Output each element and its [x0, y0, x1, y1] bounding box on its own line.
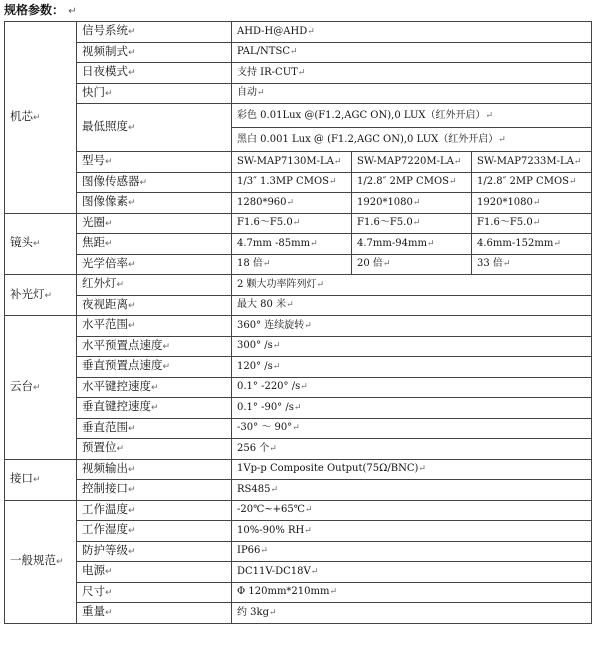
label-shutter: 快门↵: [77, 83, 232, 104]
label-min-illum: 最低照度↵: [77, 104, 232, 152]
value-text: 支持 IR-CUT: [237, 66, 298, 78]
value-tilt-key-speed: 0.1° -90° /s↵: [232, 398, 592, 419]
label-sensor: 图像传感器↵: [77, 172, 232, 193]
label-day-night: 日夜模式↵: [77, 63, 232, 84]
label-presets: 预置位↵: [77, 439, 232, 460]
label-text: 图像传感器: [82, 173, 140, 188]
row-size: [5, 582, 592, 603]
value-shutter: 自动↵: [232, 83, 592, 104]
value-text: 黑白 0.001 Lux @ (F1.2,AGC ON),0 LUX（红外开启）: [237, 133, 499, 145]
group-general-label: 一般规范: [10, 553, 56, 567]
title-text: 规格参数：: [4, 3, 65, 17]
value-day-night: 支持 IR-CUT↵: [232, 63, 592, 84]
value-pan-key-speed: 0.1° -220° /s↵: [232, 377, 592, 398]
value-text: 1/2.8″ 2MP CMOS: [357, 176, 449, 188]
label-text: 工作温度: [82, 501, 128, 516]
value-text: 1/3″ 1.3MP CMOS: [237, 176, 329, 188]
row-signal-system: [5, 22, 592, 43]
value-pan-range: 360° 连续旋转↵: [232, 316, 592, 337]
value-text: 256 个: [237, 442, 270, 454]
group-lens: 镜头↵: [5, 213, 77, 275]
value-text: 1920*1080: [357, 196, 413, 208]
value-text: 2 颗大功率阵列灯: [237, 278, 317, 290]
value-text: -20℃~+65℃: [237, 504, 305, 516]
value-text: 10%-90% RH: [237, 524, 305, 536]
value-zoom-3: 33 倍↵: [472, 254, 592, 275]
value-text: Φ 120mm*210mm: [237, 586, 330, 598]
row-control-port: [5, 480, 592, 501]
label-text: 日夜模式: [82, 64, 128, 79]
value-op-temp: -20℃~+65℃↵: [232, 500, 592, 521]
row-model: [5, 152, 592, 173]
label-text: 防护等级: [82, 542, 128, 557]
value-sensor-3: 1/2.8″ 2MP CMOS↵: [472, 172, 592, 193]
label-text: 快门: [82, 84, 105, 99]
value-pixels-3: 1920*1080↵: [472, 193, 592, 214]
label-tilt-preset-speed: 垂直预置点速度↵: [77, 357, 232, 378]
row-day-night: [5, 63, 592, 84]
value-text: 4.6mm-152mm: [477, 237, 554, 249]
value-zoom-1: 18 倍↵: [232, 254, 352, 275]
label-model: 型号↵: [77, 152, 232, 173]
value-text: 最大 80 米: [237, 299, 287, 311]
row-video-out: [5, 459, 592, 480]
label-text: 水平键控速度: [82, 378, 151, 393]
value-text: 1/2.8″ 2MP CMOS: [477, 176, 569, 188]
label-text: 重量: [82, 604, 105, 619]
group-core: 机芯↵: [5, 22, 77, 214]
label-ir-light: 红外灯↵: [77, 275, 232, 296]
value-pixels-2: 1920*1080↵: [352, 193, 472, 214]
value-text: 120° /s: [237, 360, 273, 372]
value-text: F1.6～F5.0: [477, 217, 533, 229]
row-zoom: [5, 254, 592, 275]
row-pan-key-speed: [5, 377, 592, 398]
value-text: 0.1° -90° /s: [237, 401, 294, 413]
specs-table: [4, 21, 592, 624]
label-text: 信号系统: [82, 23, 128, 38]
value-weight: 约 3kg↵: [232, 603, 592, 624]
label-protection: 防护等级↵: [77, 541, 232, 562]
label-pixels: 图像像素↵: [77, 193, 232, 214]
value-tilt-range: -30° ～ 90°↵: [232, 418, 592, 439]
value-control-port: RS485↵: [232, 480, 592, 501]
value-text: 360° 连续旋转: [237, 319, 305, 331]
label-text: 电源: [82, 563, 105, 578]
label-text: 光学倍率: [82, 255, 128, 270]
label-tilt-range: 垂直范围↵: [77, 418, 232, 439]
value-text: SW-MAP7220M-LA: [357, 155, 454, 167]
group-lens-label: 镜头: [10, 235, 33, 250]
label-text: 图像像素: [82, 194, 128, 209]
value-power: DC11V-DC18V↵: [232, 562, 592, 583]
label-text: 预置位: [82, 440, 117, 455]
value-text: 0.1° -220° /s: [237, 381, 301, 393]
value-video-out: 1Vp-p Composite Output(75Ω/BNC)↵: [232, 459, 592, 480]
value-sensor-1: 1/3″ 1.3MP CMOS↵: [232, 172, 352, 193]
label-text: 红外灯: [82, 276, 117, 291]
value-ir-light: 2 颗大功率阵列灯↵: [232, 275, 592, 296]
value-model-2: SW-MAP7220M-LA↵: [352, 152, 472, 173]
value-model-1: SW-MAP7130M-LA↵: [232, 152, 352, 173]
value-text: F1.6～F5.0: [357, 217, 413, 229]
label-text: 焦距: [82, 235, 105, 250]
label-pan-preset-speed: 水平预置点速度↵: [77, 336, 232, 357]
group-ptz: 云台↵: [5, 316, 77, 460]
label-video-format: 视频制式↵: [77, 42, 232, 63]
label-pan-key-speed: 水平键控速度↵: [77, 377, 232, 398]
label-text: 视频输出: [82, 460, 128, 475]
row-night-range: [5, 295, 592, 316]
row-aperture: [5, 213, 592, 234]
value-text: -30° ～ 90°: [237, 422, 293, 434]
row-tilt-preset-speed: [5, 357, 592, 378]
label-tilt-key-speed: 垂直键控速度↵: [77, 398, 232, 419]
label-text: 水平预置点速度: [82, 337, 163, 352]
value-text: F1.6～F5.0: [237, 217, 293, 229]
value-text: 33 倍: [477, 258, 503, 270]
label-op-humidity: 工作湿度↵: [77, 521, 232, 542]
value-text: 约 3kg: [237, 606, 270, 618]
row-sensor: [5, 172, 592, 193]
value-text: 4.7mm -85mm: [237, 237, 311, 249]
group-general: 一般规范↵: [5, 500, 77, 623]
label-video-out: 视频输出↵: [77, 459, 232, 480]
value-focal-2: 4.7mm-94mm↵: [352, 234, 472, 255]
value-protection: IP66↵: [232, 541, 592, 562]
value-text: SW-MAP7233M-LA: [477, 155, 574, 167]
label-text: 垂直键控速度: [82, 399, 151, 414]
value-text: 1280*960: [237, 196, 287, 208]
value-op-humidity: 10%-90% RH↵: [232, 521, 592, 542]
label-text: 夜视距离: [82, 296, 128, 311]
label-text: 工作湿度: [82, 522, 128, 537]
row-video-format: [5, 42, 592, 63]
group-core-label: 机芯: [10, 108, 33, 123]
value-aperture-3: F1.6～F5.0↵: [472, 213, 592, 234]
row-min-illum-color: [5, 104, 592, 128]
value-video-format: PAL/NTSC↵: [232, 42, 592, 63]
value-text: IP66: [237, 545, 261, 557]
value-text: AHD-H@AHD: [237, 25, 308, 37]
value-min-illum-bw: 黑白 0.001 Lux @ (F1.2,AGC ON),0 LUX（红外开启）↵: [232, 128, 592, 152]
label-focal: 焦距↵: [77, 234, 232, 255]
value-text: 18 倍: [237, 258, 263, 270]
page-title: [4, 1, 77, 18]
label-text: 视频制式: [82, 43, 128, 58]
label-control-port: 控制接口↵: [77, 480, 232, 501]
label-op-temp: 工作温度↵: [77, 500, 232, 521]
label-weight: 重量↵: [77, 603, 232, 624]
row-pan-range: [5, 316, 592, 337]
value-text: 20 倍: [357, 258, 383, 270]
value-aperture-2: F1.6～F5.0↵: [352, 213, 472, 234]
row-pan-preset-speed: [5, 336, 592, 357]
value-focal-3: 4.6mm-152mm↵: [472, 234, 592, 255]
value-min-illum-color: 彩色 0.01Lux @(F1.2,AGC ON),0 LUX（红外开启）↵: [232, 104, 592, 128]
value-pan-preset-speed: 300° /s↵: [232, 336, 592, 357]
value-text: SW-MAP7130M-LA: [237, 155, 334, 167]
value-pixels-1: 1280*960↵: [232, 193, 352, 214]
value-aperture-1: F1.6～F5.0↵: [232, 213, 352, 234]
label-text: 垂直预置点速度: [82, 358, 163, 373]
group-fill-light: 补光灯↵: [5, 275, 77, 316]
label-text: 光圈: [82, 214, 105, 229]
row-tilt-key-speed: [5, 398, 592, 419]
value-focal-1: 4.7mm -85mm↵: [232, 234, 352, 255]
value-zoom-2: 20 倍↵: [352, 254, 472, 275]
group-interface: 接口↵: [5, 459, 77, 500]
value-text: RS485: [237, 483, 271, 495]
label-pan-range: 水平范围↵: [77, 316, 232, 337]
row-protection: [5, 541, 592, 562]
group-fill-light-label: 补光灯: [10, 286, 45, 301]
row-op-humidity: [5, 521, 592, 542]
label-text: 尺寸: [82, 583, 105, 598]
label-text: 垂直范围: [82, 419, 128, 434]
value-size: Φ 120mm*210mm↵: [232, 582, 592, 603]
value-text: 300° /s: [237, 340, 273, 352]
row-shutter: [5, 83, 592, 104]
value-text: DC11V-DC18V: [237, 565, 311, 577]
group-ptz-label: 云台: [10, 378, 33, 393]
label-power: 电源↵: [77, 562, 232, 583]
label-text: 型号: [82, 153, 105, 168]
value-text: 4.7mm-94mm: [357, 237, 427, 249]
value-sensor-2: 1/2.8″ 2MP CMOS↵: [352, 172, 472, 193]
label-text: 水平范围: [82, 317, 128, 332]
label-zoom: 光学倍率↵: [77, 254, 232, 275]
label-text: 最低照度: [82, 119, 128, 133]
value-night-range: 最大 80 米↵: [232, 295, 592, 316]
value-text: 自动: [237, 87, 257, 99]
value-signal-system: AHD-H@AHD↵: [232, 22, 592, 43]
row-weight: [5, 603, 592, 624]
row-focal: [5, 234, 592, 255]
row-op-temp: [5, 500, 592, 521]
row-power: [5, 562, 592, 583]
value-text: 彩色 0.01Lux @(F1.2,AGC ON),0 LUX（红外开启）: [237, 109, 486, 121]
label-signal-system: 信号系统↵: [77, 22, 232, 43]
row-ir-light: [5, 275, 592, 296]
value-text: 1920*1080: [477, 196, 533, 208]
value-model-3: SW-MAP7233M-LA↵: [472, 152, 592, 173]
label-text: 控制接口: [82, 481, 128, 496]
paragraph-mark-icon: ↵: [68, 6, 77, 17]
label-night-range: 夜视距离↵: [77, 295, 232, 316]
row-presets: [5, 439, 592, 460]
value-tilt-preset-speed: 120° /s↵: [232, 357, 592, 378]
value-text: 1Vp-p Composite Output(75Ω/BNC): [237, 463, 419, 475]
row-tilt-range: [5, 418, 592, 439]
label-aperture: 光圈↵: [77, 213, 232, 234]
label-size: 尺寸↵: [77, 582, 232, 603]
value-text: PAL/NTSC: [237, 46, 290, 58]
group-interface-label: 接口: [10, 471, 33, 485]
row-pixels: [5, 193, 592, 214]
value-presets: 256 个↵: [232, 439, 592, 460]
